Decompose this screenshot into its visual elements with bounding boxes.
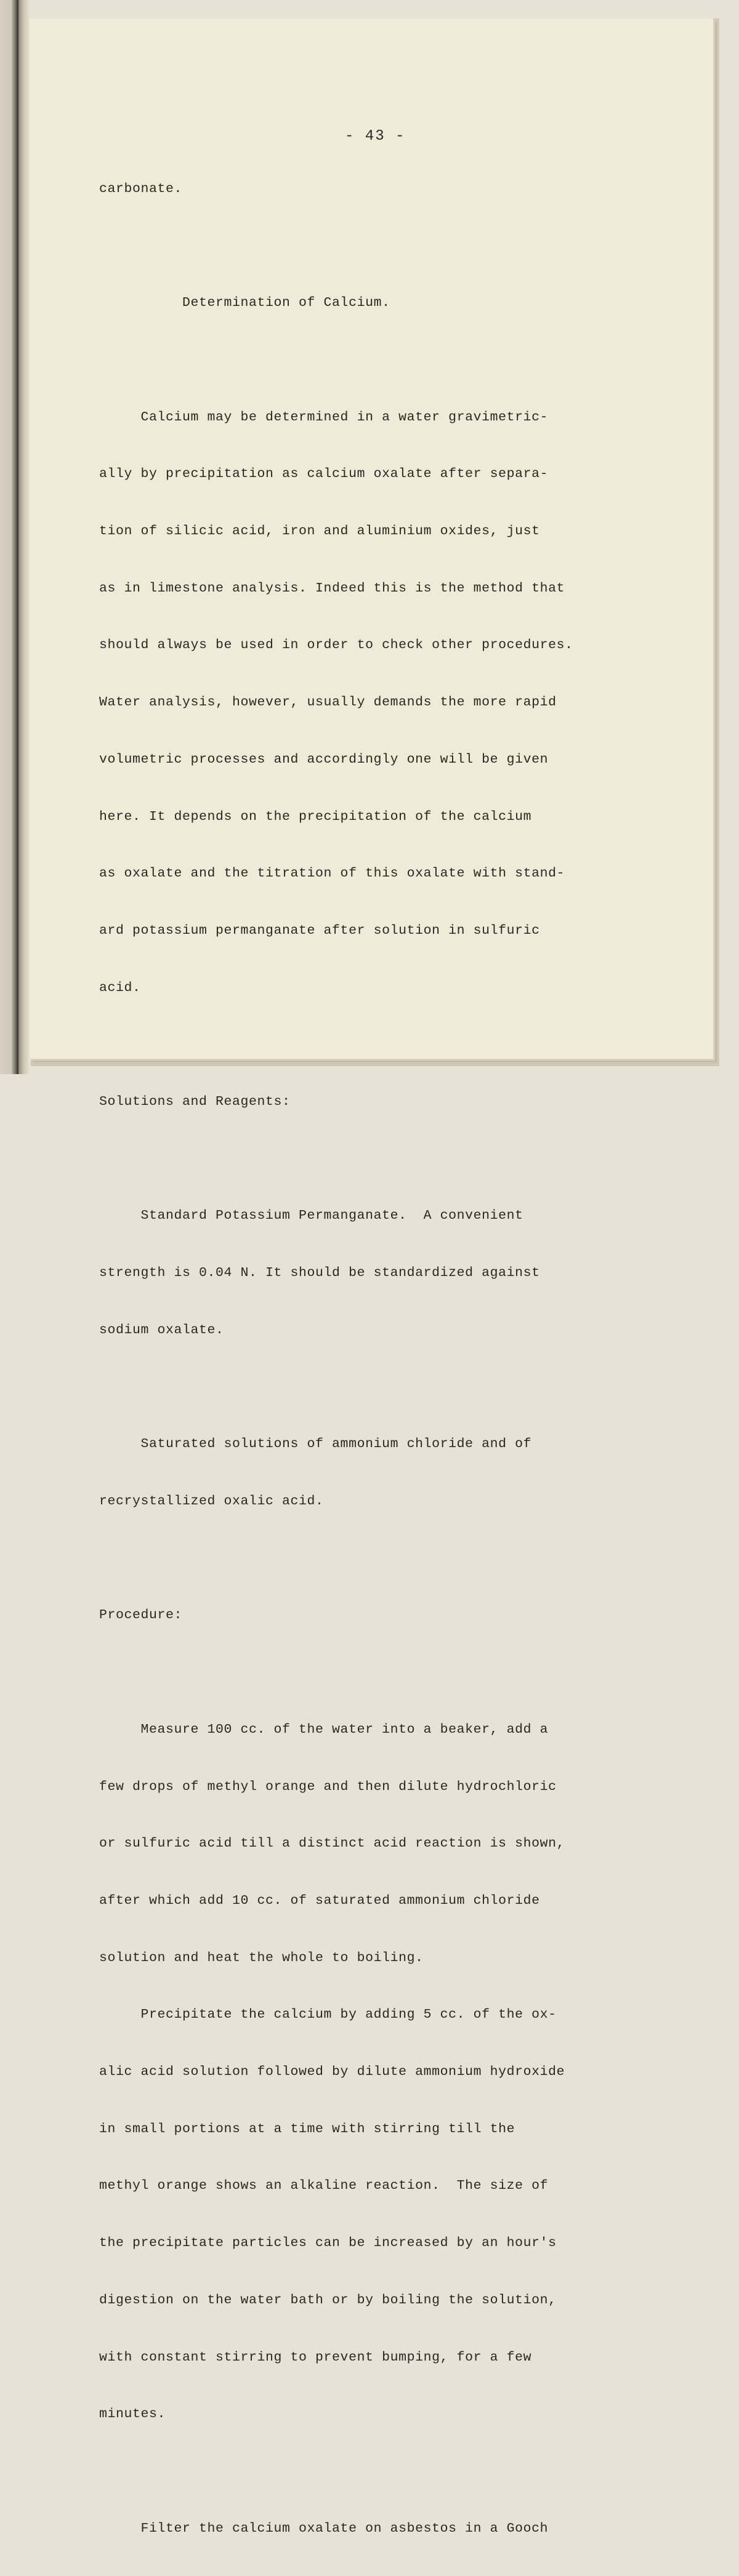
text-line: in small portions at a time with stirring till the <box>99 2121 515 2137</box>
text-line: Precipitate the calcium by adding 5 cc. of the ox- <box>99 2007 557 2023</box>
text-line <box>99 351 573 370</box>
facing-page-edge <box>0 0 18 1074</box>
text-line: recrystallized oxalic acid. <box>99 1493 324 1509</box>
text-line: digestion on the water bath or by boiling the solution, <box>99 2292 557 2308</box>
text-line: alic acid solution followed by dilute ammonium hydroxide <box>99 2064 565 2080</box>
text-line: Water analysis, however, usually demands the more rapid <box>99 695 557 710</box>
text-line: minutes. <box>99 2407 166 2422</box>
text-line: acid. <box>99 980 141 995</box>
subsection-heading: Solutions and Reagents: <box>99 1094 291 1110</box>
text-line: methyl orange shows an alkaline reaction. The size of <box>99 2178 549 2194</box>
text-line: ally by precipitation as calcium oxalate after separa- <box>99 467 549 482</box>
text-line: sodium oxalate. <box>99 1322 224 1338</box>
text-line: solution and heat the whole to boiling. <box>99 1950 424 1965</box>
text-line <box>99 1378 573 1397</box>
text-line: Calcium may be determined in a water gravimetric- <box>99 409 549 425</box>
text-line: with constant stirring to prevent bumping, for a few <box>99 2349 532 2365</box>
subsection-heading: Procedure: <box>99 1608 183 1623</box>
text-line: carbonate. <box>99 181 183 196</box>
text-line: tion of silicic acid, iron and aluminium oxides, just <box>99 524 540 539</box>
text-line: after which add 10 cc. of saturated ammonium chloride <box>99 1893 540 1908</box>
page-body <box>99 142 573 2576</box>
text-line: volumetric processes and accordingly one will be given <box>99 752 549 767</box>
text-line <box>99 1549 573 1568</box>
page-stack-right <box>713 18 719 1065</box>
text-line: as oxalate and the titration of this oxalate with stand- <box>99 866 565 881</box>
text-line: ard potassium permanganate after solution in sulfuric <box>99 923 540 938</box>
text-line: should always be used in order to check other procedures. <box>99 638 573 653</box>
text-line: Standard Potassium Permanganate. A convenient <box>99 1208 523 1224</box>
text-line <box>99 2462 573 2481</box>
book-gutter <box>18 0 30 1074</box>
section-heading: Determination of Calcium. <box>99 295 390 311</box>
text-line: Measure 100 cc. of the water into a beaker, add a <box>99 1722 549 1737</box>
text-line: strength is 0.04 N. It should be standardized against <box>99 1266 540 1281</box>
text-line: the precipitate particles can be increased by an hour's <box>99 2236 557 2251</box>
text-line <box>99 237 573 256</box>
text-line <box>99 1663 573 1682</box>
text-line: here. It depends on the precipitation of the calcium <box>99 809 532 824</box>
text-line: Saturated solutions of ammonium chloride and of <box>99 1437 532 1452</box>
book-page <box>30 18 713 2536</box>
text-line <box>99 1035 573 1054</box>
text-line: as in limestone analysis. Indeed this is the method that <box>99 580 565 596</box>
text-line: few drops of methyl orange and then dilute hydrochloric <box>99 1779 557 1794</box>
text-line <box>99 1150 573 1169</box>
text-line: Filter the calcium oxalate on asbestos in a Gooch <box>99 2521 549 2536</box>
page-number: - 43 - <box>345 128 406 145</box>
text-line: or sulfuric acid till a distinct acid reaction is shown, <box>99 1836 565 1852</box>
